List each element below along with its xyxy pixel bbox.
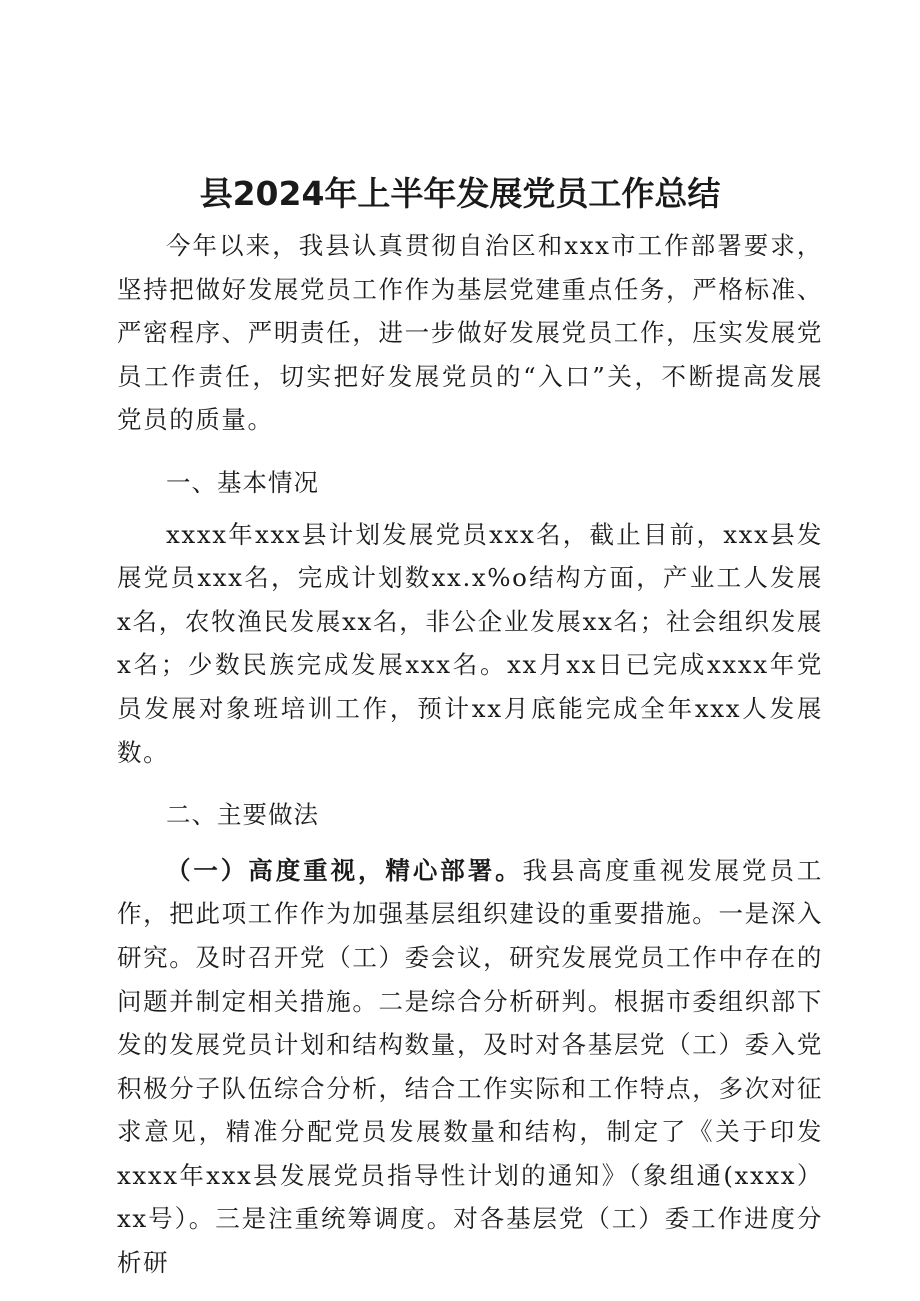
subsection-lead: （一）高度重视，精心部署。	[166, 855, 523, 885]
section-heading-basic-situation: 一、基本情况	[166, 467, 319, 497]
document-body	[117, 224, 823, 1285]
section-basic-situation-paragraph: xxxx年xxx县计划发展党员xxx名，截止目前，xxx县发展党员xxx名，完成计划数xx.x%o结构方面，产业工人发展x名，农牧渔民发展xx名，非公企业发展xx名；社会组织发展x名；少数民族完成发展xxx名。xx月xx日已完成xxxx年党员发展对象班培训工作，预计xx月底能完成全年xxx人发展数。	[117, 519, 823, 767]
document-title: 县2024年上半年发展党员工作总结	[199, 174, 721, 213]
subsection-body: 我县高度重视发展党员工作，把此项工作作为加强基层组织建设的重要措施。一是深入研究。及时召开党（工）委会议，研究发展党员工作中存在的问题并制定相关措施。二是综合分析研判。根据市委组织部下发的发展党员计划和结构数量，及时对各基层党（工）委入党积极分子队伍综合分析，结合工作实际和工作特点，多次对征求意见，精准分配党员发展数量和结构，制定了《关于印发xxxx年xxx县发展党员指导性计划的通知》（象组通(xxxx）xx号）。三是注重统筹调度。对各基层党（工）委工作进度分析研	[117, 855, 823, 1278]
section-heading-main-practices: 二、主要做法	[166, 800, 319, 830]
subsection-paragraph	[117, 849, 823, 1285]
intro-paragraph: 今年以来，我县认真贯彻自治区和xxx市工作部署要求，坚持把做好发展党员工作作为基层党建重点任务，严格标准、严密程序、严明责任，进一步做好发展党员工作，压实发展党员工作责任，切实把好发展党员的“入口”关，不断提高发展党员的质量。	[117, 231, 823, 435]
